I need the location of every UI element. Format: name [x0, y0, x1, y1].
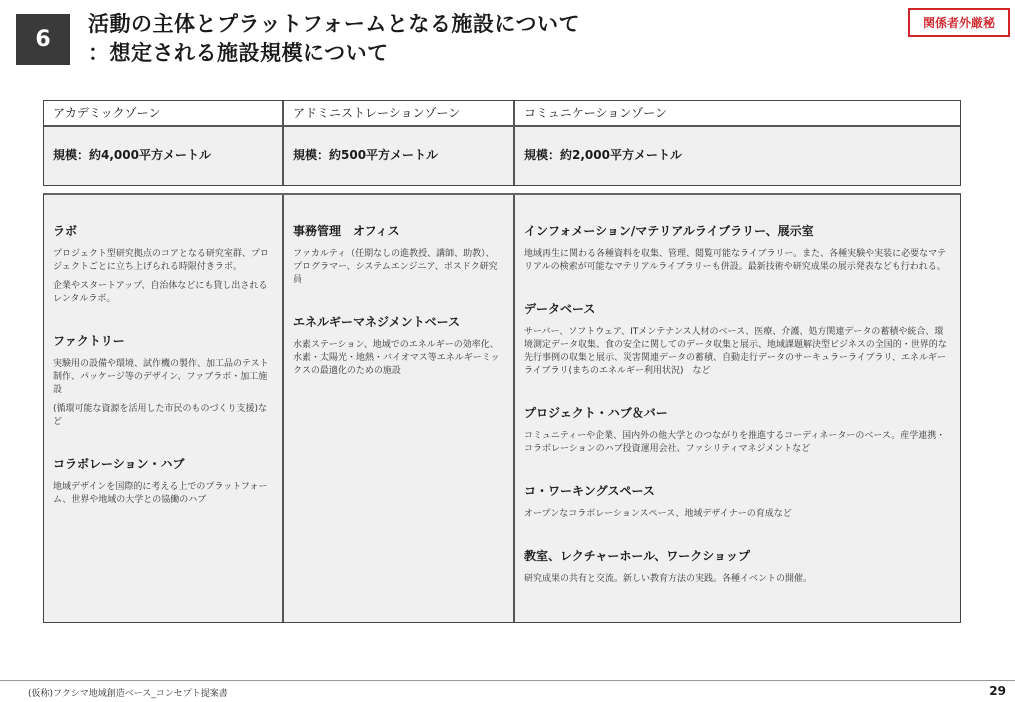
coworking-text-1: オープンなコラボレーションスペース、地域デザイナーの育成など [524, 509, 792, 519]
footer-divider [0, 680, 1015, 681]
title-line-1: 活動の主体とプラットフォームとなる施設について [88, 12, 580, 36]
factory-description [53, 358, 272, 429]
classroom-description [524, 573, 950, 586]
communication-facilities [515, 195, 960, 622]
database-text-1: サーバー、ソフトウェア、ITメンテナンス人材のベース、医療、介護、処方関連データの蓄積や統合、環境測定データ収集、食の安全に関してのデータ収集と展示、地域課題解決型ビジネスの全国的・世界的な先行事例の収集と展示、災害関連データの蓄積、自動走行データのサーキュラーライブラリ、エネルギーライブラリ(まちのエネルギー利用状況) など [524, 327, 947, 376]
factory-title: ファクトリー [53, 334, 125, 348]
lab-text-1: プロジェクト型研究拠点のコアとなる研究室群、プロジェクトごとに立ち上げられる時限付きラボ。 [53, 249, 269, 272]
project-hub-description [524, 430, 950, 456]
energy-text-1: 水素ステーション、地域でのエネルギーの効率化、水素・太陽光・地熱・バイオマス等エネルギーミックスの最適化のための施設 [293, 340, 500, 376]
classroom-text-1: 研究成果の共有と交流。新しい教育方法の実践。各種イベントの開催。 [524, 574, 813, 584]
footer-document-title: (仮称)フクシマ地域創造ベース_コンセプト提案書 [28, 689, 228, 699]
facility-detail-table [43, 193, 961, 623]
zone-scale-academic: 規模：約4,000平方メートル [53, 148, 211, 162]
energy-base-description [293, 339, 503, 378]
title-line-2: ：想定される施設規模について [88, 41, 389, 65]
confidential-stamp: 関係者外厳秘 [908, 8, 1010, 37]
factory-text-2: (循環可能な資源を活用した市民のものづくり支援)など [53, 404, 268, 427]
academic-facilities [44, 195, 284, 622]
office-text-1: ファカルティ（任期なしの進教授、講師、助教）、プログラマー、システムエンジニア、ポスドク研究員 [293, 249, 498, 285]
factory-text-1: 実験用の設備や環境、試作機の製作、加工品のテスト制作、パッケージ等のデザイン、ファブラボ・加工施設 [53, 359, 269, 395]
collaboration-hub-description [53, 481, 272, 507]
coworking-description [524, 508, 950, 521]
zone-name-communication: コミュニケーションゾーン [515, 101, 960, 127]
project-text-1: コミュニティーや企業、国内外の他大学とのつながりを推進するコーディネーターのベース。産学連携・コラボレーションのハブ投資運用会社、ファシリティマネジメントなど [524, 431, 946, 454]
database-description [524, 326, 950, 378]
office-description [293, 248, 503, 287]
zone-column-admin [284, 101, 515, 185]
page-number: 29 [989, 684, 1006, 698]
zone-name-academic: アカデミックゾーン [44, 101, 282, 127]
project-hub-title: プロジェクト・ハブ＆バー [524, 406, 668, 420]
zone-scale-communication: 規模：約2,000平方メートル [524, 148, 682, 162]
office-title: 事務管理 オフィス [293, 224, 400, 238]
classroom-title: 教室、レクチャーホール、ワークショップ [524, 549, 750, 563]
page-title [88, 10, 580, 68]
library-description [524, 248, 950, 274]
admin-facilities [284, 195, 515, 622]
energy-base-title: エネルギーマネジメントベース [293, 315, 461, 329]
lab-title: ラボ [53, 224, 78, 238]
zone-column-communication [515, 101, 960, 185]
lab-text-2: 企業やスタートアップ、自治体などにも貸し出されるレンタルラボ。 [53, 281, 268, 304]
coworking-title: コ・ワーキングスペース [524, 484, 655, 498]
lab-description [53, 248, 272, 306]
collaboration-hub-title: コラボレーション・ハブ [53, 457, 185, 471]
zone-name-admin: アドミニストレーションゾーン [284, 101, 513, 127]
hub-text-1: 地域デザインを国際的に考える上でのプラットフォーム、世界や地域の大学との協働のハブ [53, 482, 268, 505]
zone-scale-admin: 規模：約500平方メートル [293, 148, 439, 162]
database-title: データベース [524, 302, 596, 316]
library-text-1: 地域再生に関わる各種資料を収集、管理、閲覧可能なライブラリー。また、各種実験や実装に必要なマテリアルの検索が可能なマテリアルライブラリーも併設。最新技術や研究成果の展示発表なども行われる。 [524, 249, 947, 272]
zone-scale-table [43, 100, 961, 186]
section-number-badge: 6 [16, 14, 70, 65]
zone-column-academic [44, 101, 284, 185]
library-title: インフォメーション/マテリアルライブラリー、展示室 [524, 224, 814, 238]
